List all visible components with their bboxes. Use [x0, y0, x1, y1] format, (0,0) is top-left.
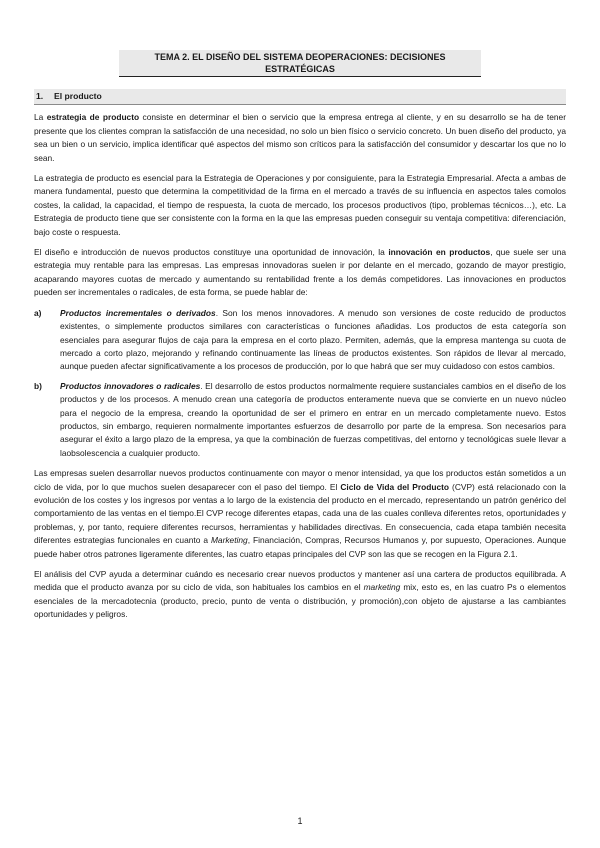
- section-number: 1.: [36, 91, 44, 101]
- section-label: El producto: [54, 91, 102, 101]
- section-heading: [34, 89, 566, 105]
- list-term: Productos innovadores o radicales: [60, 380, 201, 391]
- list-marker: b): [34, 380, 42, 391]
- document-title: TEMA 2. EL DISEÑO DEL SISTEMA DEOPERACIONES: DECISIONES ESTRATÉGICAS: [119, 50, 481, 77]
- paragraph-product-strategy: La estrategia de producto consiste en determinar el bien o servicio que la empresa entrega al cliente, y en su desarrollo se ha de tener presente que los clientes compran la satisfacción de una necesidad, no solo un bien físico o servicio concreto. Un buen diseño del producto, ya sea un bien o un servicio, implica identificar qué aspectos del mismo son críticos para la satisfacción del consumidor y descartar los que no lo sean.: [34, 112, 566, 163]
- term-ciclo-vida: Ciclo de Vida del Producto: [340, 481, 450, 492]
- list-item: a) Productos incrementales o derivados. Son los menos innovadores. A menudo son versiones de coste reducido de productos existentes, o simplemente productos similares con características o funciones añadidas. Los productos de esta categoría son esenciales para asegurar flujos de caja para la empresa en el corto plazo. Permiten, además, que la empresa mantenga su cuota de mercado a corto plazo, mejorando y refinando continuamente las líneas de productos existentes. Son rápidos de llevar al mercado, aunque pueden afectar significativamente a los procesos de producción, por lo que habrá que ser muy cuidadoso con estos cambios.: [34, 307, 566, 374]
- page-number: 1: [297, 816, 303, 826]
- list-term: Productos incrementales o derivados: [60, 307, 216, 318]
- paragraph-operations-strategy: La estrategia de producto es esencial para la Estrategia de Operaciones y por consiguiente, para la Estrategia Empresarial. Afecta a ambas de manera fundamental, puesto que determina la competitividad de la firma en el mercado a través de su influencia en aspectos tales comolos costes, la calidad, la capacidad, el tiempo de respuesta, la cuota de mercado, los procesos productivos (tipo, problemas técnicos…), etc. La Estrategia de producto tiene que ser consistente con la forma en la que las empresas pueden conseguir su ventaja competitiva: diferenciación, bajo coste o respuesta.: [34, 173, 566, 237]
- paragraph-cvp-analysis: El análisis del CVP ayuda a determinar cuándo es necesario crear nuevos productos y mantener así una cartera de productos equilibrada. A medida que el producto avanza por su ciclo de vida, son habituales los cambios en el marketing mix, esto es, en las cuatro Ps o elementos esenciales de la mercadotecnia (producto, precio, punto de venta o distribución, y promoción),con objeto de ajustarse a las cambiantes oportunidades y peligros.: [34, 569, 566, 620]
- term-innovacion-productos: innovación en productos: [388, 247, 491, 258]
- document-page: [34, 50, 566, 629]
- paragraph-innovation: El diseño e introducción de nuevos productos constituye una oportunidad de innovación, la innovación en productos, que suele ser una estrategia muy rentable para las empresas. Las empresas innovadoras suelen ir por delante en el mercado, gozando de mayor prestigio, acaparando mayores cuotas de mercado y aumentando su rentabilidad frente a los demás competidores. Las innovaciones en productos pueden ser incrementales o radicales, de esta forma, se puede hablar de:: [34, 247, 567, 298]
- innovation-list: [34, 307, 566, 460]
- list-item: b) Productos innovadores o radicales. El desarrollo de estos productos normalmente requiere sustanciales cambios en el diseño de los productos y de los procesos. A menudo crean una categoría de productos enteramente nueva que se convierte en un nuevo núcleo para el negocio de la empresa, creando la oportunidad de ser el primero en entrar en un mercado completamente nuevo. Estos productos, sin embargo, requieren normalmente importantes esfuerzos de desarrollo por parte de la empresa. Son necesarios para asegurar el éxito a largo plazo de la empresa, ya que la combinación de fuerzas competitivas, del entorno y tecnológicas suele llevar a laobsolescencia a cualquier producto.: [34, 380, 566, 460]
- term-estrategia-producto: estrategia de producto: [46, 112, 140, 123]
- list-marker: a): [34, 307, 42, 318]
- paragraph-life-cycle: Las empresas suelen desarrollar nuevos productos continuamente con mayor o menor intensidad, ya que los productos están sometidos a un ciclo de vida, por lo que muchos suelen desaparecer con el paso del tiempo. El Ciclo de Vida del Producto (CVP) está relacionado con la evolución de los costes y los ingresos por ventas a lo largo de la existencia del producto en el mercado, representando un patrón genérico del comportamiento de las ventas en el tiempo.El CVP recoge diferentes etapas, cada una de las cuales conlleva diferentes retos, oportunidades y problemas, y, por tanto, requiere diferentes recursos, herramientas y habilidades directivas. En consecuencia, cada etapa también necesita diferentes estrategias funcionales en cuanto a Marketing, Financiación, Compras, Recursos Humanos y, por supuesto, Operaciones. Aunque puede haber otros patrones ligeramente diferentes, las cuatro etapas principales del CVP son las que se recogen en la Figura 2.1.: [34, 468, 567, 559]
